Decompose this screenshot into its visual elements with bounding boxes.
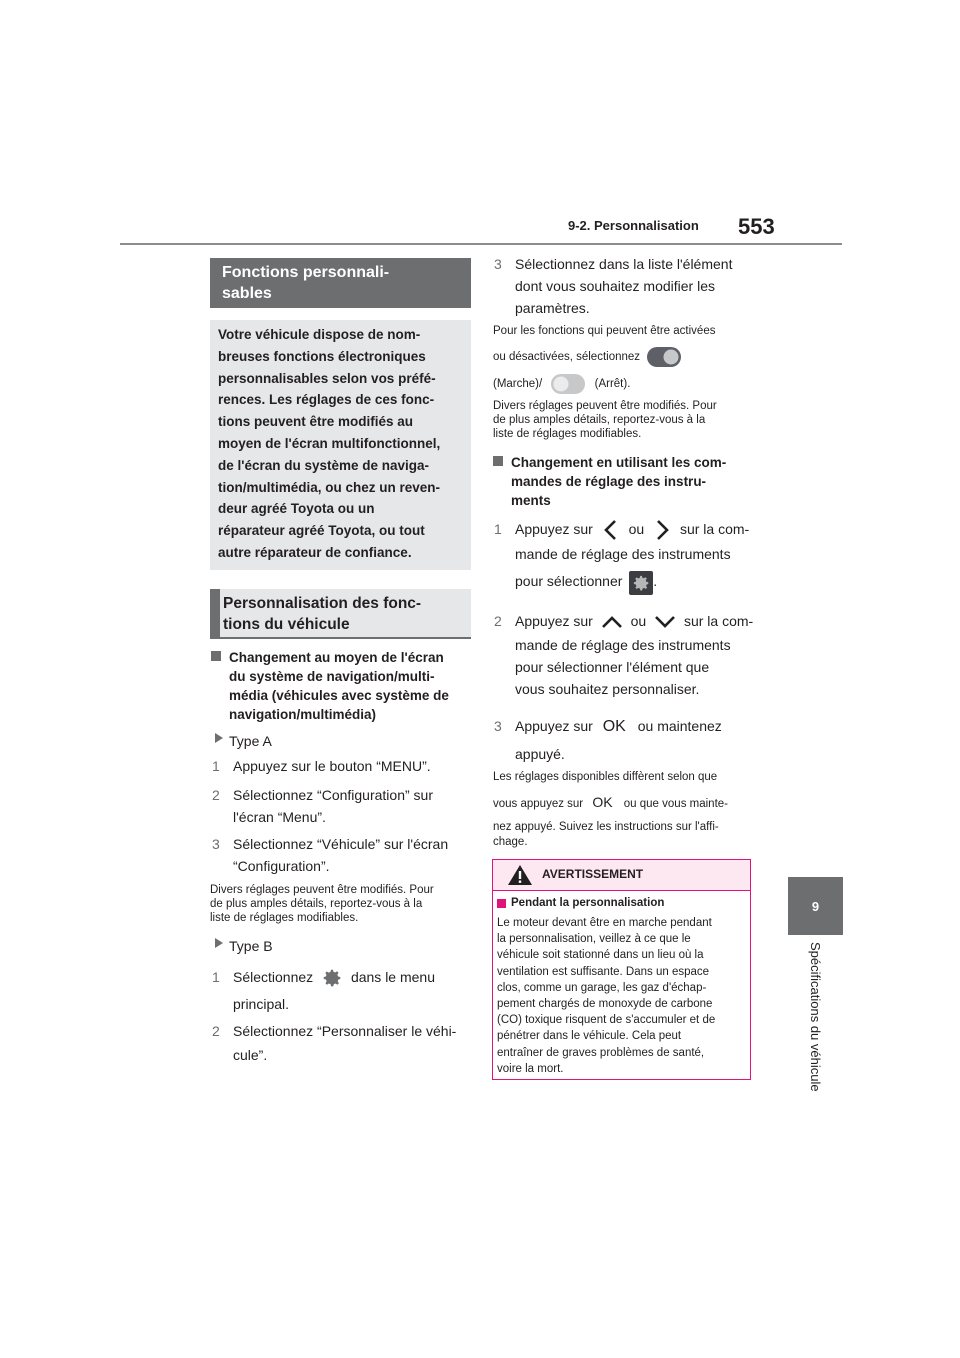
warning-heading-text: Pendant la personnalisation	[511, 897, 665, 909]
subheading-line: du système de navigation/multi-	[229, 669, 435, 684]
chevron-left-icon	[601, 519, 621, 541]
step-b1	[212, 966, 473, 1015]
toggle-note-line3	[493, 374, 630, 394]
subheading-line: média (véhicules avec système de	[229, 688, 449, 703]
subheading-line: mandes de réglage des instru-	[511, 474, 707, 489]
intro-line: Votre véhicule dispose de nom-	[218, 327, 421, 342]
chapter-label	[799, 942, 829, 1112]
step-text: mande de réglage des instruments	[515, 546, 731, 563]
intro-line: moyen de l'écran multifonctionnel,	[218, 435, 441, 451]
warning-line: véhicule soit stationné dans un lieu où la	[497, 949, 704, 962]
step-number: 1	[212, 969, 220, 985]
heading-line: sables	[222, 285, 272, 302]
step-text: l'écran “Menu”.	[233, 809, 326, 825]
step-text: dont vous souhaitez modifier les	[515, 278, 715, 294]
square-bullet-icon	[497, 899, 506, 908]
section-title: 9-2. Personnalisation	[568, 218, 699, 233]
step-text: appuyé.	[515, 746, 565, 762]
intro-line: tion/multimédia, ou chez un reven-	[218, 479, 441, 495]
step-text: pour sélectionner	[515, 573, 623, 590]
square-bullet-icon	[493, 456, 503, 466]
chevron-up-icon	[601, 614, 623, 630]
step-number: 3	[494, 256, 502, 272]
warning-line: pénétrer dans le véhicule. Cela peut	[497, 1030, 682, 1043]
chevron-right-icon	[652, 519, 672, 541]
ok-button-symbol: OK	[602, 718, 626, 735]
step-text: paramètres.	[515, 300, 590, 316]
warning-line: la personnalisation, veillez à ce que le	[497, 933, 691, 946]
step-number: 1	[494, 521, 502, 537]
step-text: cule”.	[233, 1047, 268, 1063]
step-number: 2	[212, 1023, 220, 1039]
step-text: sur la com-	[683, 613, 754, 629]
intro-line: tions peuvent être modifiés au	[218, 414, 414, 430]
warning-box	[492, 859, 751, 1080]
intro-line: personnalisables selon vos préfé-	[218, 370, 436, 386]
step-text: Sélectionnez “Personnaliser le véhi-	[233, 1023, 457, 1039]
chapter-tab: 9	[788, 877, 843, 935]
ok-note-line3: nez appuyé. Suivez les instructions sur l'affi-	[493, 821, 719, 833]
warning-line: ventilation est suffisante. Dans un espace	[497, 965, 710, 978]
warning-header	[493, 860, 750, 891]
step-c1	[494, 518, 755, 595]
step-text: ou	[628, 521, 645, 537]
step-text: Appuyez sur	[515, 718, 593, 734]
section-heading-custom-functions	[210, 258, 471, 308]
step-number: 3	[212, 836, 220, 852]
subheading-line: Changement en utilisant les com-	[511, 455, 727, 470]
step-c3	[494, 715, 755, 765]
step-text: Sélectionnez “Configuration” sur	[233, 787, 433, 803]
note-line: de plus amples détails, reportez-vous à la	[210, 898, 423, 910]
note-b	[493, 399, 751, 441]
toggle-on-icon	[647, 347, 681, 367]
ok-note-line2	[493, 795, 728, 811]
step-text: Appuyez sur	[515, 521, 593, 537]
square-bullet-icon	[211, 651, 221, 661]
note-text: (Arrêt).	[594, 378, 631, 391]
step-number: 3	[494, 718, 502, 734]
warning-body	[493, 891, 750, 1077]
note-text: ou désactivées, sélectionnez	[493, 351, 641, 364]
step-number: 1	[212, 758, 220, 774]
note-line: liste de réglages modifiables.	[493, 428, 642, 440]
gear-icon	[321, 967, 343, 989]
intro-line: rences. Les réglages de ces fonc-	[218, 392, 435, 408]
step-number: 2	[212, 787, 220, 803]
toggle-note-line1: Pour les fonctions qui peuvent être activées	[493, 325, 716, 337]
subheading-navigation	[229, 648, 474, 724]
note-line: liste de réglages modifiables.	[210, 912, 359, 924]
step-number: 2	[494, 613, 502, 629]
chevron-down-icon	[654, 614, 676, 630]
subheading-line: ments	[511, 493, 551, 508]
note-text: (Marche)/	[493, 378, 543, 391]
step-text: “Configuration”.	[233, 858, 330, 874]
ok-note-line4: chage.	[493, 836, 528, 848]
step-text: mande de réglage des instruments	[515, 637, 731, 653]
step-text: vous souhaitez personnaliser.	[515, 681, 700, 697]
type-b-text: Type B	[229, 938, 273, 954]
intro-line: de l'écran du système de naviga-	[218, 457, 430, 473]
section-heading-vehicle-personalization	[210, 589, 471, 639]
header-divider	[120, 243, 842, 245]
warning-title: AVERTISSEMENT	[542, 867, 644, 881]
type-a-text: Type A	[229, 733, 272, 749]
note-text: vous appuyez sur	[493, 798, 584, 810]
note-text: ou que vous mainte-	[623, 798, 728, 810]
warning-line: clos, comme un garage, les gaz d'échap-	[497, 981, 707, 994]
heading-line: Fonctions personnali-	[222, 264, 390, 281]
step-text: .	[653, 573, 658, 590]
page-number: 553	[738, 214, 775, 239]
intro-line: réparateur agréé Toyota, ou tout	[218, 523, 425, 539]
intro-line: breuses fonctions électroniques	[218, 348, 426, 364]
intro-line: autre réparateur de confiance.	[218, 544, 412, 560]
warning-triangle-icon	[507, 864, 533, 886]
warning-line: voire la mort.	[497, 1062, 564, 1075]
ok-note-line1: Les réglages disponibles diffèrent selon que	[493, 771, 718, 783]
warning-heading	[497, 896, 750, 911]
gear-icon	[629, 571, 653, 595]
warning-text	[497, 915, 750, 1077]
step-text: pour sélectionner l'élément que	[515, 659, 710, 675]
note-line: Divers réglages peuvent être modifiés. Pour	[210, 884, 434, 896]
intro-line: deur agréé Toyota ou un	[218, 501, 375, 517]
warning-line: Le moteur devant être en marche pendant	[497, 917, 712, 929]
chapter-label-text: Spécifications du véhicule	[808, 942, 823, 1092]
step-text: principal.	[233, 996, 290, 1013]
warning-line: (CO) toxique risquent de s'accumuler et de	[497, 1014, 716, 1027]
toggle-note-line2	[493, 347, 681, 367]
subheading-line: navigation/multimédia)	[229, 707, 377, 722]
note-line: de plus amples détails, reportez-vous à la	[493, 414, 706, 426]
warning-line: entraîner de graves problèmes de santé,	[497, 1046, 705, 1059]
step-a3	[212, 833, 449, 877]
note-line: Divers réglages peuvent être modifiés. Pour	[493, 400, 717, 412]
heading-line: tions du véhicule	[223, 616, 350, 633]
step-text: ou	[630, 613, 647, 629]
step-c2	[494, 610, 755, 700]
step-text: ou maintenez	[637, 718, 722, 734]
step-text: Sélectionnez dans la liste l'élément	[515, 256, 733, 272]
step-text: Sélectionnez	[233, 969, 314, 985]
step-text: sur la com-	[679, 521, 750, 537]
triangle-bullet-icon	[215, 733, 223, 743]
heading-line: Personnalisation des fonc-	[223, 595, 422, 612]
step-text: Sélectionnez “Véhicule” sur l'écran	[233, 836, 449, 852]
triangle-bullet-icon	[215, 938, 223, 948]
warning-line: pement chargés de monoxyde de carbone	[497, 998, 713, 1011]
type-b-label	[229, 935, 273, 957]
subheading-line: Changement au moyen de l'écran	[229, 650, 444, 665]
intro-box	[210, 320, 471, 570]
step-b2	[212, 1020, 457, 1066]
note-a	[210, 883, 472, 925]
step-r3	[494, 253, 733, 319]
step-a1	[212, 755, 431, 777]
step-a2	[212, 784, 433, 828]
ok-button-symbol: OK	[592, 794, 613, 810]
type-a-label	[229, 730, 272, 752]
step-text: dans le menu	[350, 969, 436, 985]
toggle-off-icon	[551, 374, 585, 394]
step-text: Appuyez sur le bouton “MENU”.	[233, 758, 431, 774]
step-text: Appuyez sur	[515, 613, 593, 629]
subheading-instrument-controls	[511, 453, 751, 510]
